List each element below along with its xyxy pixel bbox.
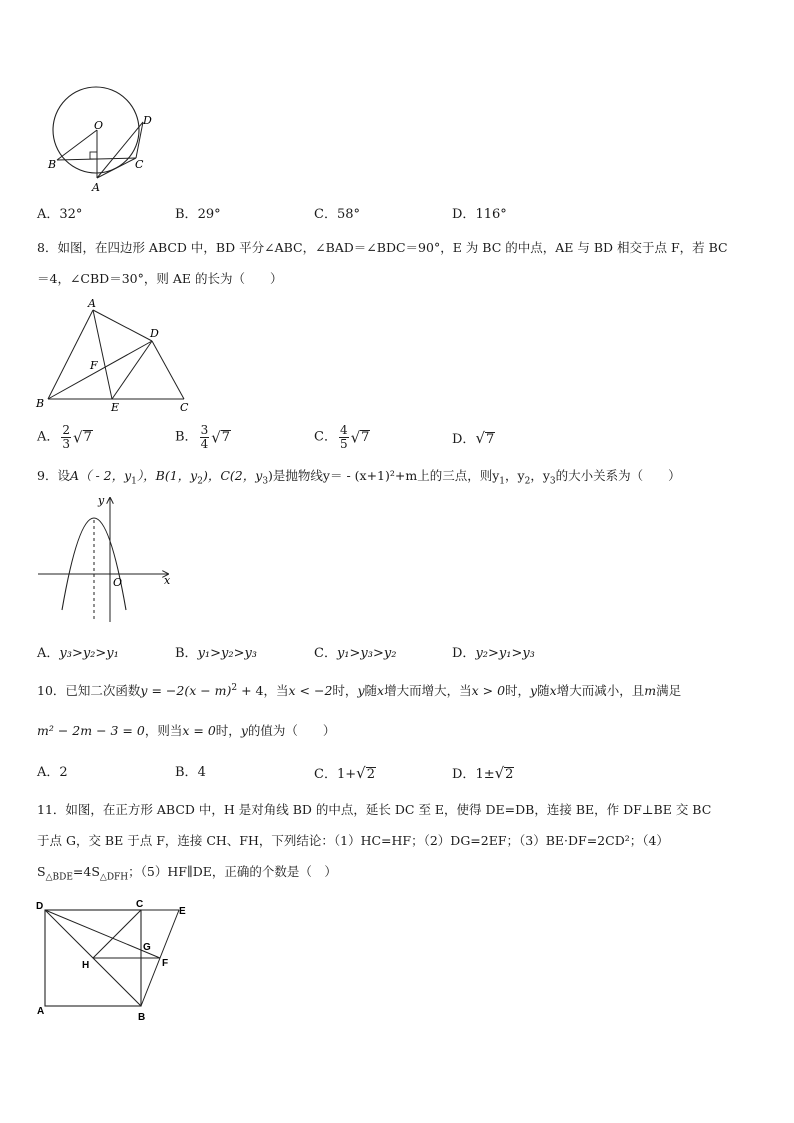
q11-line3-sub2: △DFH [99,872,129,883]
q7-option-d-letter: D． [452,207,476,222]
q9-sub-3: 3 [262,476,269,487]
q11-line3-a: S [37,864,46,879]
q8-option-a-radicand: 7 [83,430,92,445]
q10-line2-d: 的值为（ ） [247,723,336,738]
q10-option-c-text: 1+ [336,767,357,782]
q9-option-a-letter: A． [37,646,60,661]
q10-line1-n: 满足 [656,683,682,698]
q10-line1-g: 增大而增大，当 [384,683,472,698]
q10-line1-k: x [549,683,557,698]
q7-circle-figure [40,84,170,196]
q8-option-b-letter: B． [175,429,198,445]
q10-line1-b: + 4，当 [237,683,289,698]
q9-option-d-text: y₂>y₁>y₃ [475,646,535,661]
q8-option-c-letter: C． [314,429,337,445]
q8-option-b-denominator: 4 [200,437,209,451]
q8-option-c-numerator: 4 [339,423,348,437]
q7-option-c [314,207,360,223]
q8-option-a-sqrt-icon: √ [73,428,83,447]
q11-label-D: D [36,901,44,912]
q9-stem-b: ），B(1，y [136,468,198,483]
q7-option-d-text: 116° [475,207,507,222]
q8-option-b-radicand: 7 [221,430,231,445]
q8-label-E: E [111,401,120,414]
q9-sub-2b: 2 [524,476,531,487]
q10-line2-formula: m² − 2m − 3 = 0 [37,723,145,738]
q9-stem-prefix: 9．设 [37,468,70,483]
q9-stem-c: )，C(2，y [202,468,263,483]
q9-stem-e: ，y [505,468,525,483]
q9-label-y: y [98,494,105,507]
q10-option-d-sqrt-icon: √ [494,764,505,782]
q9-option-a [37,646,119,662]
q8-label-D: D [150,327,159,340]
q10-line1-j: 随 [537,683,550,698]
q10-stem-line1 [37,683,681,699]
q9-option-d [452,646,535,662]
q9-option-a-text: y₃>y₂>y₁ [59,646,119,661]
q9-stem-d: )是抛物线y＝ - (x+1)²+m上的三点，则y [268,468,500,483]
q11-label-E: E [179,906,186,917]
q10-option-c [314,765,376,783]
q9-sub-3b: 3 [549,476,556,487]
q10-option-a-letter: A． [37,765,60,780]
q8-option-c [314,424,370,451]
q10-option-c-letter: C． [314,767,337,782]
q9-sub-1: 1 [131,476,137,487]
q8-option-c-fraction [339,424,349,451]
q10-line1-d: y [357,683,365,698]
q9-option-c-letter: C． [314,646,337,661]
q8-option-b-numerator: 3 [200,423,209,437]
q9-sub-1b: 1 [499,476,506,487]
q10-option-c-radicand: 2 [366,767,375,782]
q9-label-x: x [164,574,171,587]
q10-line2-cond: x = 0 [182,723,216,738]
q8-stem-line1: 8．如图，在四边形 ABCD 中，BD 平分∠ABC，∠BAD＝∠BDC＝90°，E 为 BC 的中点，AE 与 BD 相交于点 F，若 BC [37,240,728,255]
q11-label-G: G [143,942,151,953]
q10-line2-b: 时， [215,723,241,738]
q8-option-d-radicand: 7 [486,432,495,447]
q8-label-F: F [90,359,98,372]
q7-option-b-letter: B． [175,207,198,222]
q8-option-b-fraction [200,424,210,451]
q11-label-F: F [162,958,169,969]
q10-line1-a: 10．已知二次函数 [37,683,141,698]
q8-option-d [452,430,495,448]
q10-line1-l: 增大而减小，且 [556,683,645,698]
q10-line1-i: y [530,683,538,698]
q9-option-b-text: y₁>y₂>y₃ [197,646,258,661]
q10-line1-c: 时， [332,683,358,698]
q10-option-b [175,765,206,781]
q10-line1-m: m [644,683,657,698]
q10-line1-sup: 2 [231,682,238,693]
q8-label-B: B [36,397,45,410]
q7-option-b-text: 29° [197,207,221,222]
q10-stem-line2 [37,723,335,739]
q11-stem-line1: 11．如图，在正方形 ABCD 中，H 是对角线 BD 的中点，延长 DC 至 E，使得 DE=DB，连接 BE，作 DF⊥BE 交 BC [37,802,712,817]
q10-line2-a: ，则当 [144,723,183,738]
q9-stem-g: 的大小关系为（ ） [555,468,681,483]
q8-option-d-letter: D． [452,432,476,447]
q9-option-b-letter: B． [175,646,198,661]
q11-label-A: A [37,1006,45,1017]
q7-option-b [175,207,221,223]
q9-stem [37,468,681,487]
q8-label-A: A [88,297,96,310]
q10-line1-cond1: x < −2 [288,683,333,698]
q8-option-a-letter: A． [37,429,60,445]
q7-label-B: B [48,158,57,171]
q10-line2-c: y [240,723,248,738]
q8-option-c-denominator: 5 [339,437,348,451]
q8-option-b [175,424,231,451]
q8-option-a [37,424,93,451]
q11-line3-b: =4S [72,864,100,879]
q8-label-C: C [180,401,189,414]
q11-label-C: C [136,899,144,910]
q7-label-D: D [143,114,152,127]
q8-stem-line2: ＝4，∠CBD＝30°，则 AE 的长为（ ） [37,271,283,286]
q8-option-c-sqrt-icon: √ [350,428,361,447]
q9-stem-f: ，y [530,468,550,483]
q7-option-c-text: 58° [336,207,360,222]
q10-option-d-radicand: 2 [505,767,514,782]
q10-line1-formula: y = −2(x − m) [140,683,232,698]
q9-option-b [175,646,257,662]
q7-label-C: C [135,158,144,171]
q8-quadrilateral-figure [30,293,200,417]
q7-option-a [37,207,82,223]
q9-sub-2: 2 [197,476,203,487]
q11-line3-c: ；（5）HF∥DE，正确的个数是（ ） [128,864,337,879]
q7-option-a-text: 32° [59,207,83,222]
q11-label-H: H [82,960,90,971]
q9-option-c [314,646,396,662]
q8-option-a-denominator: 3 [62,437,71,451]
q9-parabola-figure [34,490,184,630]
q7-option-d [452,207,507,223]
q7-label-O: O [94,119,104,132]
q8-option-d-sqrt-icon: √ [475,429,485,447]
q10-option-d-letter: D． [452,767,476,782]
q10-line1-e: 随 [364,683,378,698]
q9-stem-a: A（ - 2，y [69,468,132,483]
q11-stem-line2: 于点 G，交 BE 于点 F，连接 CH、FH，下列结论：（1）HC=HF；（2）DG=2EF；（3）BE·DF=2CD²；（4） [37,833,669,848]
q11-line3-sub1: △BDE [45,872,73,883]
q10-option-b-letter: B． [175,765,198,780]
q7-option-c-letter: C． [314,207,337,222]
q7-label-A: A [92,181,100,194]
q7-option-a-letter: A． [37,207,60,222]
q10-option-c-sqrt-icon: √ [356,764,366,782]
q11-stem-line3 [37,864,337,883]
q10-option-b-text: 4 [197,765,206,780]
q8-option-a-fraction [61,424,71,451]
q11-square-figure [32,896,202,1026]
q10-option-d [452,765,514,783]
q10-option-a [37,765,68,781]
q10-line1-f: x [377,683,385,698]
q9-option-c-text: y₁>y₃>y₂ [336,646,397,661]
q8-option-b-sqrt-icon: √ [211,428,221,447]
q8-option-a-numerator: 2 [62,423,71,437]
q8-option-c-radicand: 7 [361,430,370,445]
q10-line1-cond2: x > 0 [471,683,506,698]
q11-label-B: B [138,1012,146,1023]
q10-line1-h: 时， [505,683,531,698]
q10-option-a-text: 2 [59,765,68,780]
q10-option-d-text: 1± [475,767,495,782]
q9-option-d-letter: D． [452,646,476,661]
q9-label-O: O [113,576,123,589]
